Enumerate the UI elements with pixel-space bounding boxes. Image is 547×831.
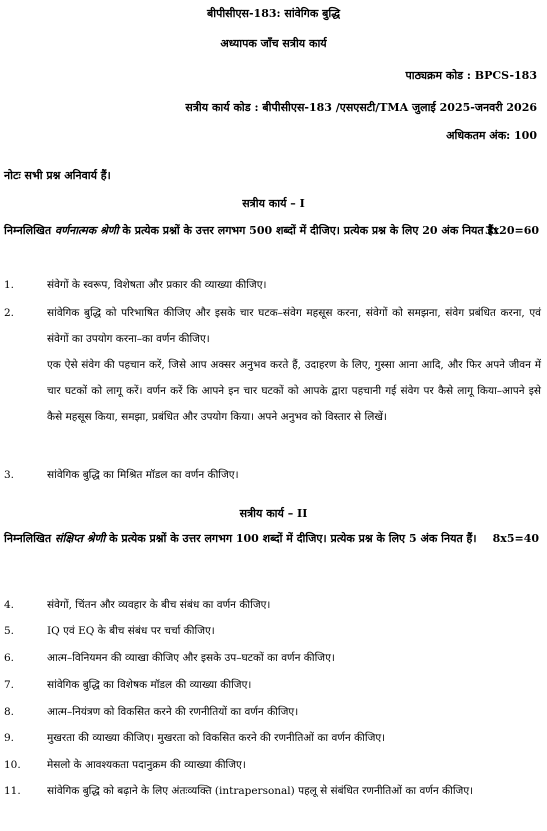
question-number: 4. [4,599,15,611]
question-item [4,752,541,778]
question-item [4,645,541,671]
instruction-text: निम्नलिखित [4,224,56,237]
question-item [4,618,541,644]
question-item [4,672,541,698]
question-number: 8. [4,706,15,718]
question-item [4,300,541,430]
section-2-instruction [4,530,539,547]
instruction-text: निम्नलिखित [4,532,56,545]
course-title: बीपीसीएस-183: सांवेगिक बुद्धि [206,7,341,20]
question-item [4,272,541,298]
section-2-marks: 8x5=40 [492,532,539,545]
question-item [4,725,541,751]
section-1-marks: 3x20=60 [484,224,539,237]
question-text: सांवेगिक बुद्धि को परिभाषित कीजिए और इसके चार घटक–संवेग महसूस करना, संवेगों को समझना, संवेग प्रबंधित करना, एवं संवेगों का उपयोग करना–का वर्णन कीजिए। [47,307,541,345]
section-1-instruction [4,222,539,239]
question-text: सांवेगिक बुद्धि का मिश्रित मॉडल का वर्णन कीजिए। [47,469,239,481]
course-code: पाठ्यक्रम कोड : BPCS-183 [405,69,537,82]
question-number: 5. [4,625,15,637]
instruction-category: वर्णनात्मक श्रेणी [55,224,119,237]
question-number: 10. [4,759,21,771]
question-text: सांवेगिक बुद्धि का विशेषक मॉडल की व्याख्या कीजिए। [47,679,252,691]
question-text: IQ एवं EQ के बीच संबंध पर चर्चा कीजिए। [47,625,215,637]
question-number: 3. [4,469,15,481]
question-number: 11. [4,785,21,797]
section-2-heading: सत्रीय कार्य – II [239,507,308,520]
instruction-text: के प्रत्येक प्रश्नों के उत्तर लगभग 100 शब्दों में दीजिए। प्रत्येक प्रश्न के लिए 5 अंक नियत हैं। [105,532,477,545]
question-number: 9. [4,732,15,744]
question-text: आत्म–नियंत्रण को विकसित करने की रणनीतियों का वर्णन कीजिए। [47,706,299,718]
max-marks: अधिकतम अंक: 100 [446,129,537,142]
question-text: आत्म–विनियमन की व्याखा कीजिए और इसके उप–घटकों का वर्णन कीजिए। [47,652,335,664]
note: नोटः सभी प्रश्न अनिवार्य हैं। [4,169,111,182]
section-1-heading: सत्रीय कार्य – I [242,197,305,210]
question-number: 1. [4,279,15,291]
question-item [4,462,541,488]
question-number: 2. [4,307,15,319]
question-text: संवेगों, चिंतन और व्यवहार के बीच संबंध का वर्णन कीजिए। [47,599,271,611]
assignment-code: सत्रीय कार्य कोड : बीपीसीएस-183 /एसएसटी/TMA जुलाई 2025-जनवरी 2026 [185,101,537,114]
question-item [4,699,541,725]
question-number: 6. [4,652,15,664]
question-text: मेसलो के आवश्यकता पदानुक्रम की व्याख्या कीजिए। [47,759,246,771]
question-text: संवेगों के स्वरूप, विशेषता और प्रकार की व्याख्या कीजिए। [47,279,267,291]
question-text: मुखरता की व्याख्या कीजिए। मुखरता को विकसित करने की रणनीतिओं का वर्णन कीजिए। [47,732,386,744]
instruction-category: संक्षिप्त श्रेणी [55,532,106,545]
question-text: सांवेगिक बुद्धि को बढ़ाने के लिए अंतःव्यक्ति (intrapersonal) पहलू से संबंधित रणनीतिओं का वर्णन कीजिए। [47,785,474,797]
assignment-title: अध्यापक जाँच सत्रीय कार्य [220,37,327,50]
question-item [4,778,541,804]
question-number: 7. [4,679,15,691]
question-extra-text: एक ऐसे संवेग की पहचान करें, जिसे आप अक्सर अनुभव करते हैं, उदाहरण के लिए, गुस्सा आना आदि, और फिर अपने जीवन में चार घटकों को लागू करें। वर्णन करें कि आपने इन चार घटकों को आपके द्वारा पहचानी गई संवेग पर कैसे लागू किया–आपने इसे कैसे महसूस किया, समझा, प्रबंधित और उपयोग किया। अपने अनुभव को विस्तार से लिखें। [47,359,541,423]
question-item [4,592,541,618]
instruction-text: के प्रत्येक प्रश्नों के उत्तर लगभग 500 शब्दों में दीजिए। प्रत्येक प्रश्न के लिए 20 अंक नियत हैं। [118,224,498,237]
